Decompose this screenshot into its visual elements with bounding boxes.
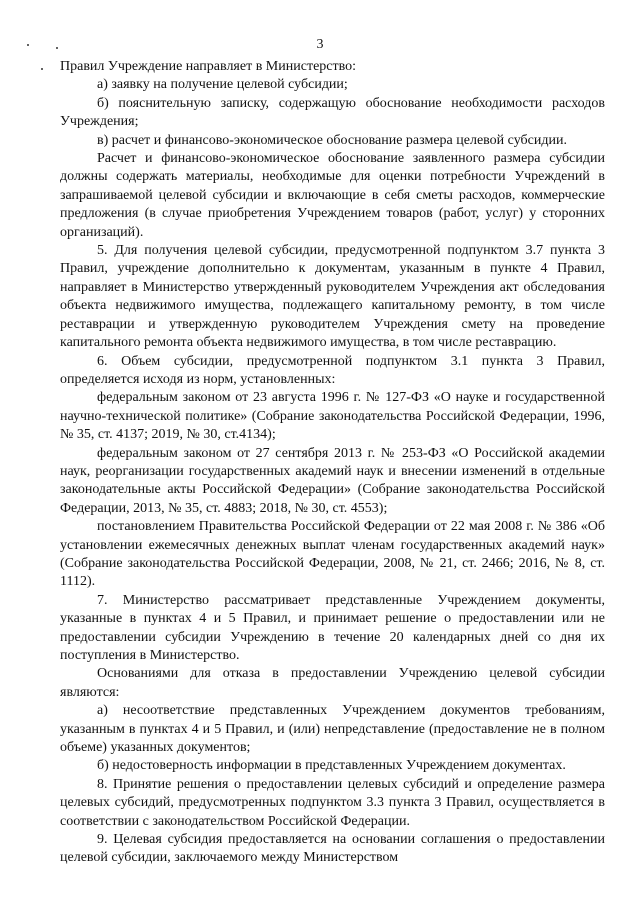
paragraph-item-b: б) пояснительную записку, содержащую обоснование необходимости расходов Учреждения; [60, 95, 605, 130]
paragraph-refusal-grounds: Основаниями для отказа в предоставлении Учреждению целевой субсидии являются: [60, 666, 605, 700]
paragraph-law-127: федеральным законом от 23 августа 1996 г. № 127-ФЗ «О науке и государственной научно-технической политике» (Собрание законодательства Российской Федерации, 1996, № 35, ст. 4137; 2019, № 30, ст.4134); [60, 390, 605, 443]
paragraph-calculation: Расчет и финансово-экономическое обоснование заявленного размера субсидии должны содержать материалы, необходимые для оценки потребности Учреждений в запрашиваемой целевой субсидии и включающие в себя сметы расходов, коммерческие предложения (в случае приобретения Учреждением товаров (работ, услуг) у сторонних организаций). [60, 151, 605, 240]
paragraph-item-a: а) заявку на получение целевой субсидии; [97, 77, 348, 93]
page-number: 3 [316, 37, 324, 52]
paragraph-ground-b: б) недостоверность информации в представленных Учреждением документах. [97, 758, 566, 774]
paragraph-clause-5: 5. Для получения целевой субсидии, предусмотренной подпунктом 3.7 пункта 3 Правил, учреждение дополнительно к документам, указанным в пункте 4 Правил, направляет в Министерство утвержденный руководителем Учреждения акт обследования объекта недвижимого имущества, подлежащего капитальному ремонту, в том числе реставрации и утвержденную руководителем Учреждения смету на проведение капитального ремонта объекта недвижимого имущества, в том числе реставрацию. [60, 243, 605, 351]
paragraph-clause-8: 8. Принятие решения о предоставлении целевых субсидий и определение размера целевых субсидий, предусмотренных подпунктом 3.3 пункта 3 Правил, осуществляется в соответствии с законодательством Российской Федерации. [60, 776, 605, 829]
paragraph-clause-7: 7. Министерство рассматривает представленные Учреждением документы, указанные в пунктах 4 и 5 Правил, и принимает решение о предоставлении или не предоставлении субсидии Учреждению в течение 20 календарных дней со дня их поступления в Министерство. [60, 592, 605, 663]
paragraph-continuation: Правил Учреждение направляет в Министерство: [60, 59, 357, 74]
scan-speck [41, 68, 43, 70]
document-body [60, 58, 605, 868]
paragraph-item-v: в) расчет и финансово-экономическое обоснование размера целевой субсидии. [97, 132, 567, 148]
paragraph-decree-386: постановлением Правительства Российской Федерации от 22 мая 2008 г. № 386 «Об установлении ежемесячных денежных выплат членам государственных академий наук» (Собрание законодательства Российской Федерации, 2008, № 21, ст. 2466; 2016, № 8, ст. 1112). [60, 519, 605, 590]
paragraph-clause-9: 9. Целевая субсидия предоставляется на основании соглашения о предоставлении целевой субсидии, заключаемого между Министерством [60, 832, 605, 866]
paragraph-clause-6: 6. Объем субсидии, предусмотренной подпунктом 3.1 пункта 3 Правил, определяется исходя из норм, установленных: [60, 353, 605, 387]
paragraph-ground-a: а) несоответствие представленных Учреждением документов требованиям, указанным в пунктах 4 и 5 Правил, и (или) непредставление (предоставление не в полном объеме) указанных документов; [60, 703, 605, 756]
paragraph-law-253: федеральным законом от 27 сентября 2013 г. № 253-ФЗ «О Российской академии наук, реорганизации государственных академий наук и внесении изменений в отдельные законодательные акты Российской Федерации» (Собрание законодательства Российской Федерации, 2013, № 35, ст. 4883; 2018, № 30, ст. 4553); [60, 445, 605, 516]
